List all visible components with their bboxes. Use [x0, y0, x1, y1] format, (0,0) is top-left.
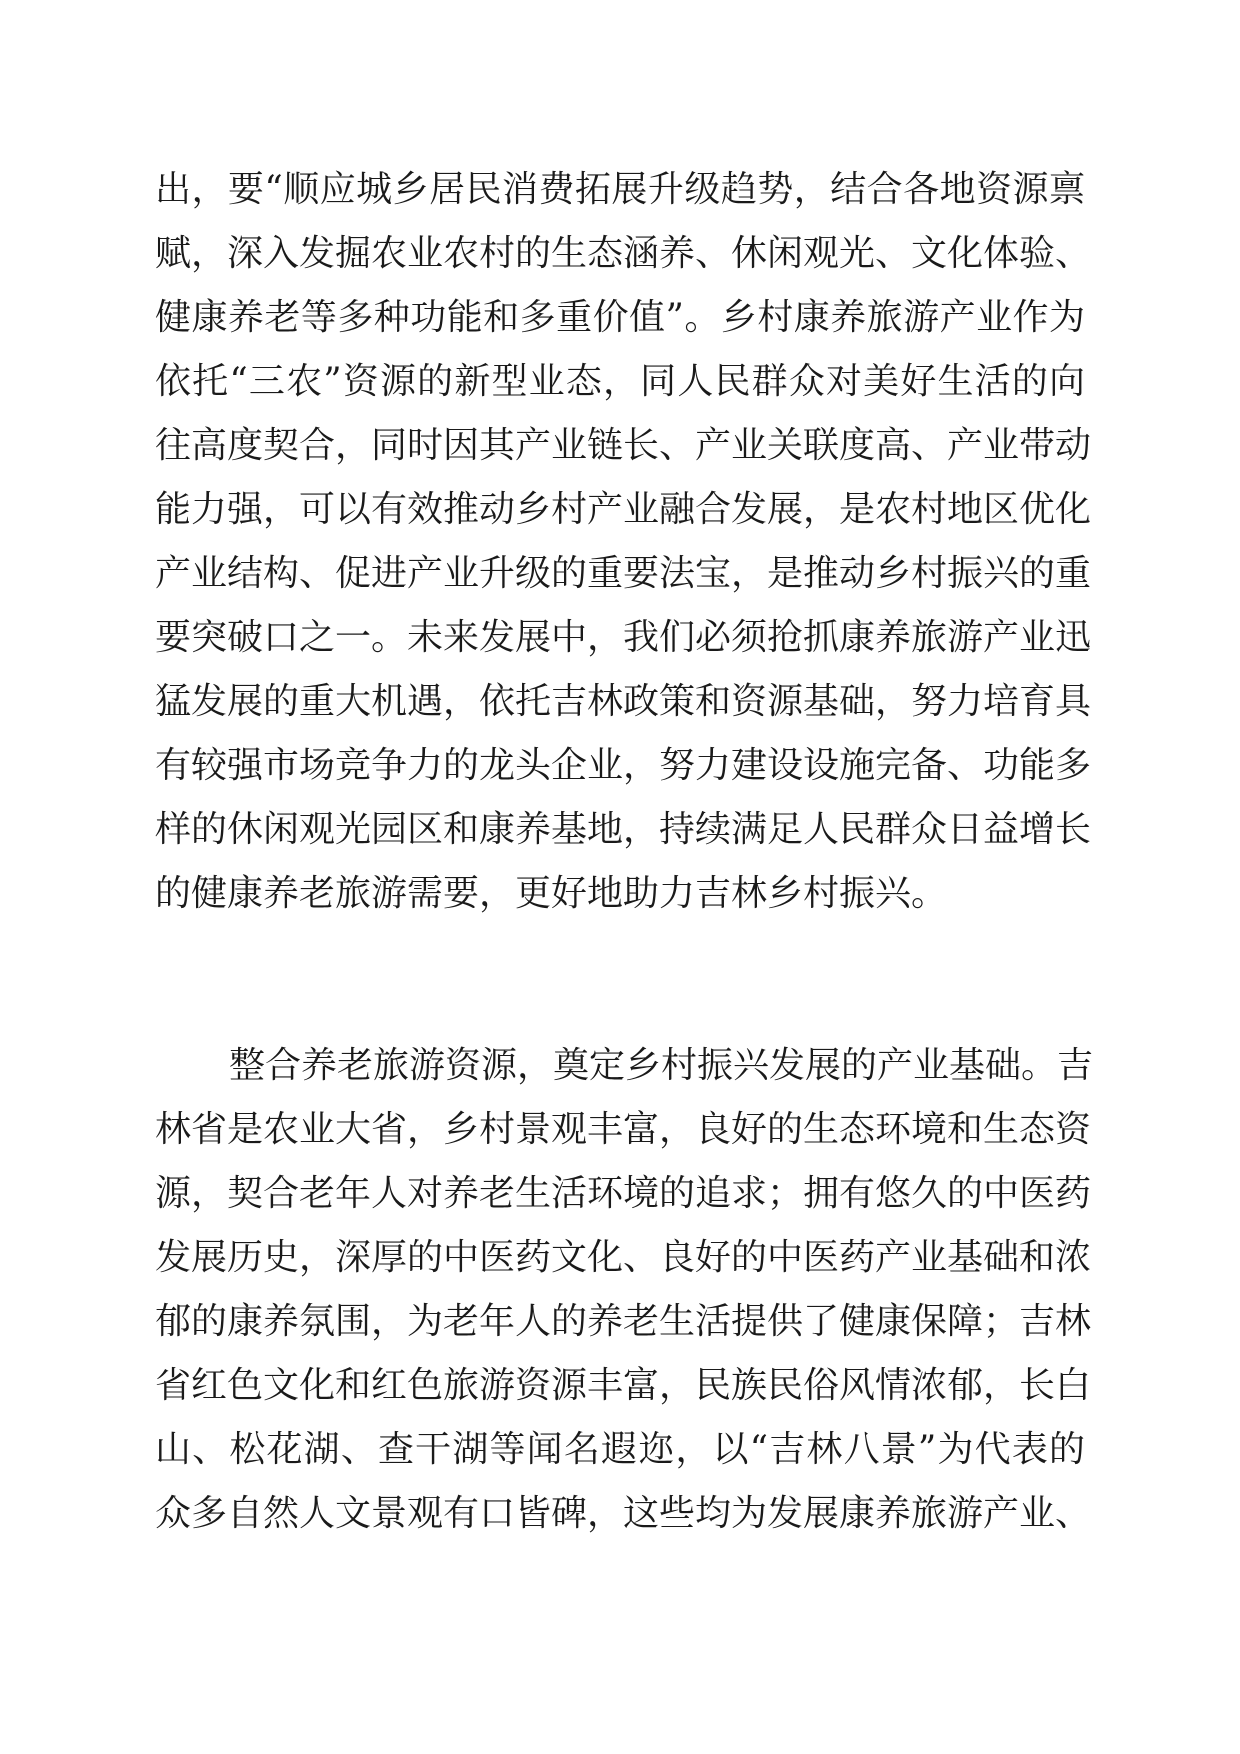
text-line: 样的休闲观光园区和康养基地，持续满足人民群众日益增长 — [155, 809, 1092, 850]
text-line: 健康养老等多种功能和多重价值”。乡村康养旅游产业作为 — [155, 297, 1085, 338]
text-line: 有较强市场竞争力的龙头企业，努力建设设施完备、功能多 — [155, 745, 1092, 786]
text-line: 依托“三农”资源的新型业态，同人民群众对美好生活的向 — [155, 361, 1085, 402]
paragraph-heading-line: 整合养老旅游资源，奠定乡村振兴发展的产业基础。吉 — [229, 1045, 1094, 1086]
text-line: 赋，深入发掘农业农村的生态涵养、休闲观光、文化体验、 — [155, 233, 1092, 274]
text-line: 要突破口之一。未来发展中，我们必须抢抓康养旅游产业迅 — [155, 617, 1092, 658]
text-line: 猛发展的重大机遇，依托吉林政策和资源基础，努力培育具 — [155, 681, 1092, 722]
text-line: 山、松花湖、查干湖等闻名遐迩，以“吉林八景”为代表的 — [155, 1429, 1085, 1470]
text-line: 林省是农业大省，乡村景观丰富，良好的生态环境和生态资 — [155, 1109, 1092, 1150]
text-line: 的健康养老旅游需要，更好地助力吉林乡村振兴。 — [155, 873, 948, 914]
text-line: 往高度契合，同时因其产业链长、产业关联度高、产业带动 — [155, 425, 1092, 466]
text-line: 能力强，可以有效推动乡村产业融合发展，是农村地区优化 — [155, 489, 1092, 530]
text-line: 源，契合老年人对养老生活环境的追求；拥有悠久的中医药 — [155, 1173, 1092, 1214]
text-line: 郁的康养氛围，为老年人的养老生活提供了健康保障；吉林 — [155, 1301, 1092, 1342]
text-line: 产业结构、促进产业升级的重要法宝，是推动乡村振兴的重 — [155, 553, 1092, 594]
text-line: 省红色文化和红色旅游资源丰富，民族民俗风情浓郁，长白 — [155, 1365, 1092, 1406]
text-line: 众多自然人文景观有口皆碑，这些均为发展康养旅游产业、 — [155, 1493, 1092, 1534]
text-line: 发展历史，深厚的中医药文化、良好的中医药产业基础和浓 — [155, 1237, 1092, 1278]
text-line: 出，要“顺应城乡居民消费拓展升级趋势，结合各地资源禀 — [155, 169, 1085, 210]
